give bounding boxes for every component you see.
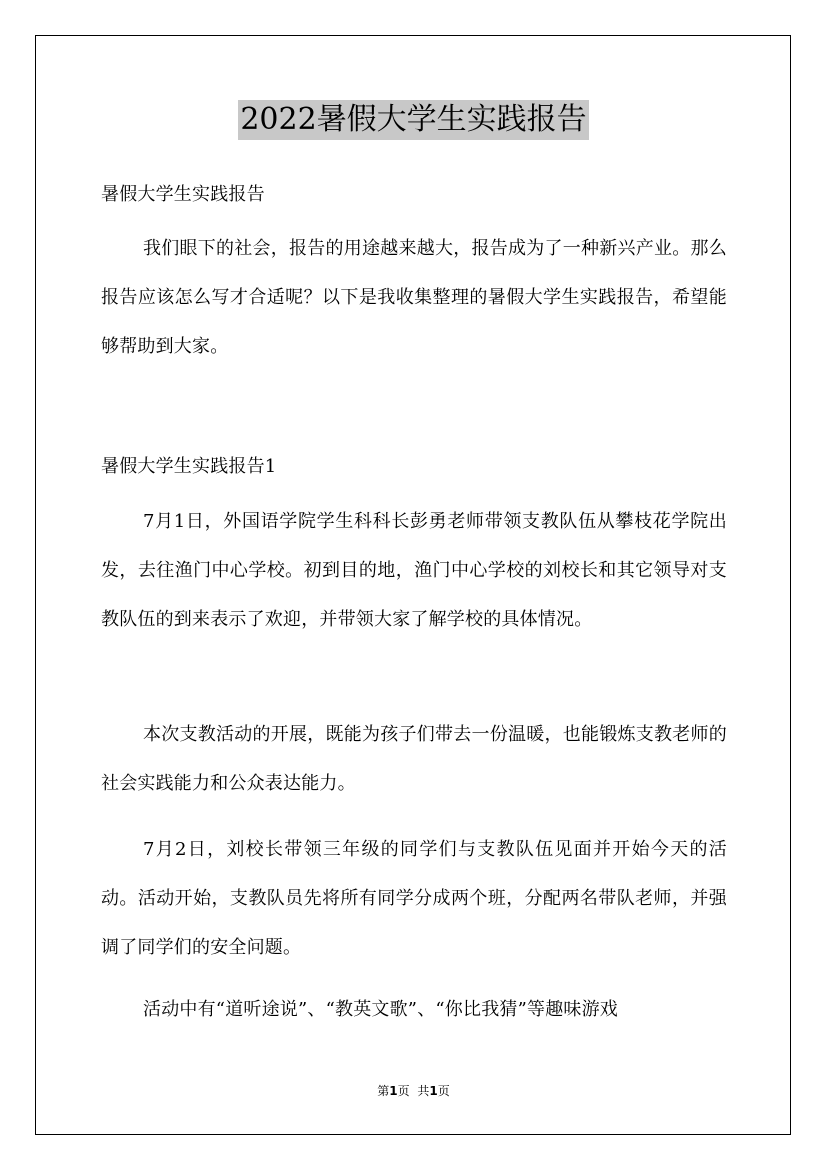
document-subtitle: 暑假大学生实践报告 [101, 184, 265, 205]
footer-total-number: 1 [429, 1084, 438, 1098]
body-paragraph-1: 7月1日，外国语学院学生科科长彭勇老师带领支教队伍从攀枝花学院出发，去往渔门中心学校。初到目的地，渔门中心学校的刘校长和其它领导对支教队伍的到来表示了欢迎，并带领大家了解学校的具体情况。 [101, 511, 727, 630]
footer-page-number: 1 [389, 1084, 398, 1098]
footer-total-prefix: 共 [417, 1084, 430, 1098]
footer-page-suffix: 页 [397, 1084, 410, 1098]
section-heading: 暑假大学生实践报告1 [101, 456, 277, 477]
body-paragraph-2: 本次支教活动的开展，既能为孩子们带去一份温暖，也能锻炼支教老师的社会实践能力和公众表达能力。 [101, 724, 727, 794]
footer-total-suffix: 页 [437, 1084, 450, 1098]
footer-page-prefix: 第 [377, 1084, 390, 1098]
document-title: 2022暑假大学生实践报告 [238, 100, 588, 140]
intro-paragraph: 我们眼下的社会，报告的用途越来越大，报告成为了一种新兴产业。那么报告应该怎么写才合适呢？以下是我收集整理的暑假大学生实践报告，希望能够帮助到大家。 [101, 238, 727, 357]
body-paragraph-3: 7月2日，刘校长带领三年级的同学们与支教队伍见面并开始今天的活动。活动开始，支教队员先将所有同学分成两个班，分配两名带队老师，并强调了同学们的安全问题。 [101, 839, 727, 958]
page-footer [0, 1083, 827, 1099]
body-paragraph-4: 活动中有“道听途说”、“教英文歌”、“你比我猜”等趣味游戏 [143, 999, 619, 1020]
title-wrapper [0, 100, 827, 140]
